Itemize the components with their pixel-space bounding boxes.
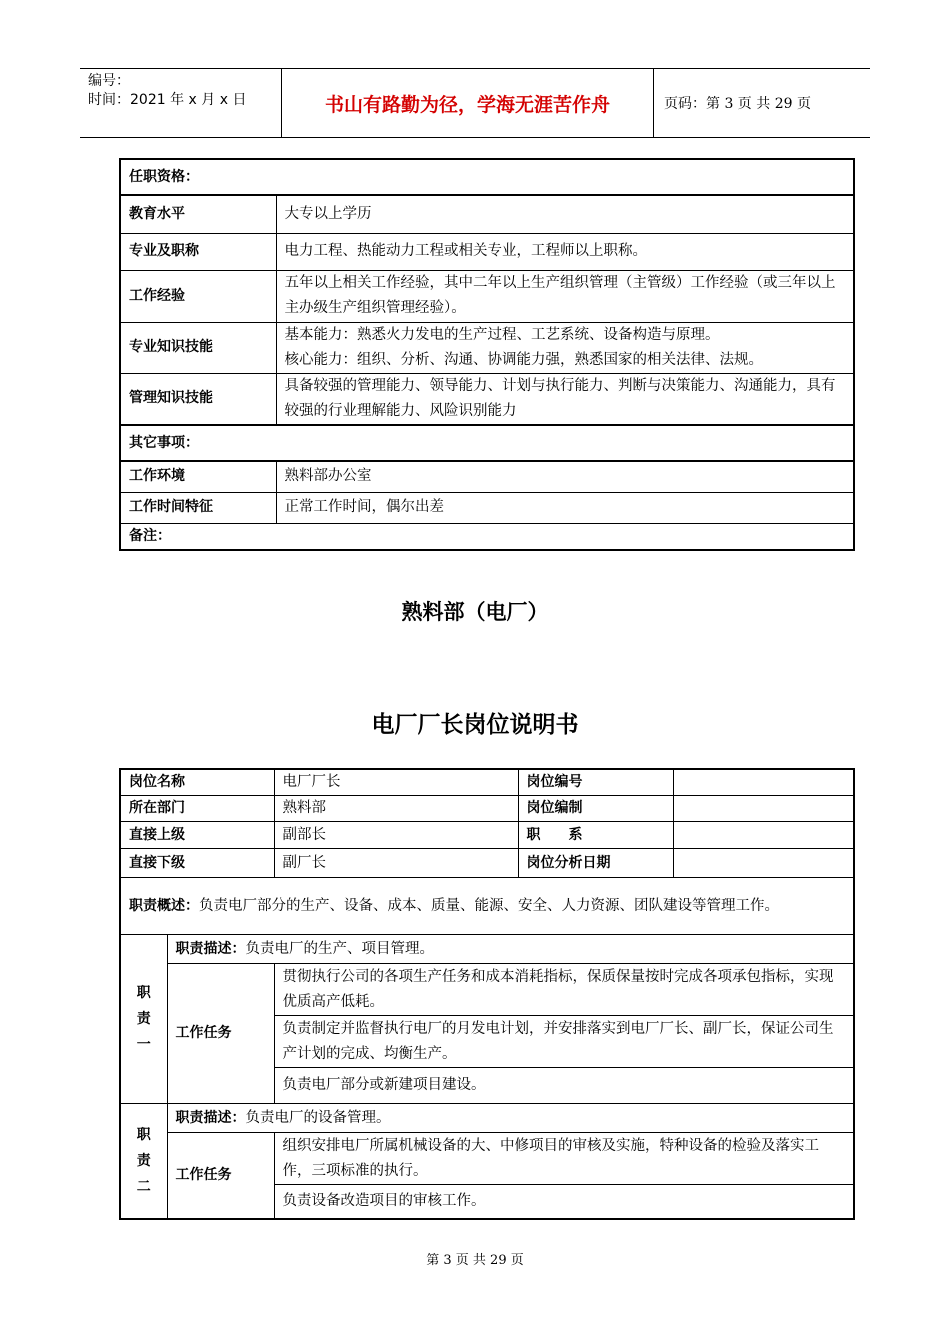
task-item: 负责电厂部分或新建项目建设。 (274, 1068, 854, 1104)
duty-one-task-label: 工作任务 (167, 964, 274, 1104)
page-header (80, 68, 870, 138)
field-value: 熟料部 (274, 796, 518, 822)
row-label: 管理知识技能 (120, 373, 276, 425)
field-label: 岗位名称 (120, 769, 274, 796)
document-title: 电厂厂长岗位说明书 (371, 712, 579, 738)
row-value: 五年以上相关工作经验，其中二年以上生产组织管理（主管级）工作经验（或三年以上主办级生产组织管理经验）。 (276, 270, 854, 322)
duty-one-label: 职 责 一 (120, 935, 167, 1104)
row-value: 熟料部办公室 (276, 461, 854, 492)
duty-two-description: 职责描述：负责电厂的设备管理。 (167, 1104, 854, 1133)
row-value: 大专以上学历 (276, 195, 854, 233)
row-value: 电力工程、热能动力工程或相关专业，工程师以上职称。 (276, 233, 854, 270)
task-item: 组织安排电厂所属机械设备的大、中修项目的审核及实施，特种设备的检验及落实工作，三项标准的执行。 (274, 1133, 854, 1185)
header-motto: 书山有路勤为径，学海无涯苦作舟 (282, 69, 654, 137)
field-value (673, 849, 854, 878)
skill-basic: 基本能力：熟悉火力发电的生产过程、工艺系统、设备构造与原理。 (284, 326, 720, 343)
row-value: 具备较强的管理能力、领导能力、计划与执行能力、判断与决策能力、沟通能力，具有较强的行业理解能力、风险识别能力 (276, 373, 854, 425)
field-value (673, 769, 854, 796)
task-item: 负责设备改造项目的审核工作。 (274, 1185, 854, 1219)
department-title: 熟料部（电厂） (401, 600, 549, 624)
summary-text: 负责电厂部分的生产、设备、成本、质量、能源、安全、人力资源、团队建设等管理工作。 (199, 897, 779, 914)
field-label: 职 系 (518, 822, 673, 849)
field-label: 岗位编号 (518, 769, 673, 796)
row-value: 正常工作时间，偶尔出差 (276, 492, 854, 523)
row-label: 工作经验 (120, 270, 276, 322)
page-footer: 第 3 页 共 29 页 (426, 1253, 524, 1268)
duty-two-label: 职 责 二 (120, 1104, 167, 1219)
field-label: 所在部门 (120, 796, 274, 822)
row-label: 专业知识技能 (120, 322, 276, 373)
other-title: 其它事项： (120, 425, 854, 461)
duty-two-task-label: 工作任务 (167, 1133, 274, 1219)
time-label: 时间：2021 年 x 月 x 日 (88, 92, 247, 108)
serial-label: 编号： (88, 73, 130, 89)
header-meta (80, 69, 282, 137)
remarks: 备注： (120, 523, 854, 550)
field-label: 直接下级 (120, 849, 274, 878)
field-value (673, 822, 854, 849)
field-label: 岗位编制 (518, 796, 673, 822)
task-item: 贯彻执行公司的各项生产任务和成本消耗指标，保质保量按时完成各项承包指标，实现优质高产低耗。 (274, 964, 854, 1016)
qualifications-title: 任职资格： (120, 159, 854, 195)
position-table (119, 768, 855, 1220)
row-label: 专业及职称 (120, 233, 276, 270)
row-value-multi (276, 322, 854, 373)
row-label: 工作环境 (120, 461, 276, 492)
field-value: 电厂厂长 (274, 769, 518, 796)
field-value: 副厂长 (274, 849, 518, 878)
row-label: 教育水平 (120, 195, 276, 233)
summary-label: 职责概述： (129, 897, 199, 914)
duty-one-description: 职责描述：负责电厂的生产、项目管理。 (167, 935, 854, 964)
field-value (673, 796, 854, 822)
field-label: 直接上级 (120, 822, 274, 849)
task-item: 负责制定并监督执行电厂的月发电计划，并安排落实到电厂厂长、副厂长，保证公司生产计划的完成、均衡生产。 (274, 1016, 854, 1068)
field-value: 副部长 (274, 822, 518, 849)
skill-core: 核心能力：组织、分析、沟通、协调能力强，熟悉国家的相关法律、法规。 (284, 351, 763, 368)
field-label: 岗位分析日期 (518, 849, 673, 878)
header-page-info: 页码：第 3 页 共 29 页 (664, 96, 811, 112)
row-label: 工作时间特征 (120, 492, 276, 523)
qualifications-table (119, 158, 855, 551)
duty-summary (120, 878, 854, 935)
